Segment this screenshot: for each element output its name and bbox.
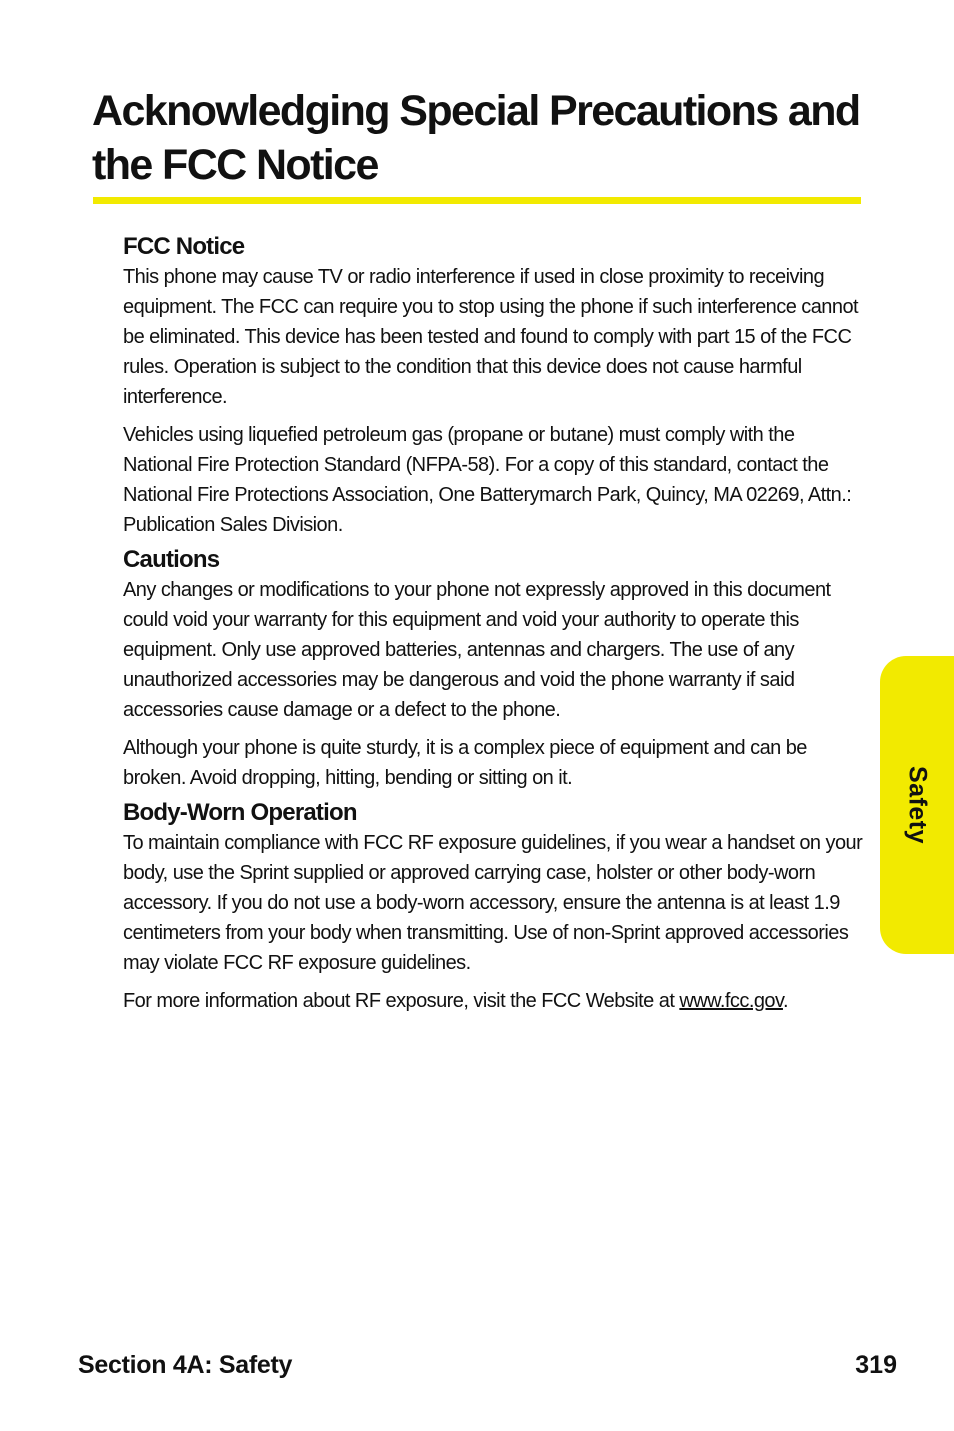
body-worn-paragraph-1: To maintain compliance with FCC RF exposure guidelines, if you wear a handset on your body, use the Sprint supplied or approved carrying case, holster or other body-worn accessory. If you do not use a body-worn accessory, ensure the antenna is at least 1.9 centimeters from your body when transmitting. Use of non-Sprint approved accessories may violate FCC RF exposure guidelines. xyxy=(123,832,863,974)
side-section-tab xyxy=(880,656,954,954)
fcc-notice-paragraph-2: Vehicles using liquefied petroleum gas (propane or butane) must comply with the National Fire Protection Standard (NFPA-58). For a copy of this standard, contact the National Fire Protections Association, One Batterymarch Park, Quincy, MA 02269, Attn.: Publication Sales Division. xyxy=(123,424,852,536)
main-content xyxy=(123,232,863,1024)
title-underline-rule xyxy=(93,197,861,204)
rf-exposure-info-period: . xyxy=(782,990,788,1012)
page-title: Acknowledging Special Precautions and the FCC Notice xyxy=(92,87,860,189)
section-heading-cautions: Cautions xyxy=(123,546,220,573)
fcc-notice-paragraph-1: This phone may cause TV or radio interference if used in close proximity to receiving equipment. The FCC can require you to stop using the phone if such interference cannot be eliminated. This device has been tested and found to comply with part 15 of the FCC rules. Operation is subject to the condition that this device does not cause harmful interference. xyxy=(123,266,859,408)
rf-exposure-info-text: For more information about RF exposure, visit the FCC Website at xyxy=(123,990,675,1012)
side-tab-label: Safety xyxy=(903,765,932,845)
footer-page-number: 319 xyxy=(855,1351,897,1379)
fcc-website-link[interactable]: www.fcc.gov xyxy=(679,990,783,1012)
cautions-paragraph-2: Although your phone is quite sturdy, it is a complex piece of equipment and can be broken. Avoid dropping, hitting, bending or sitting on it. xyxy=(123,737,807,789)
section-heading-fcc-notice: FCC Notice xyxy=(123,233,245,260)
footer-section-label: Section 4A: Safety xyxy=(78,1351,293,1379)
rf-exposure-info-paragraph xyxy=(123,986,863,1016)
section-heading-body-worn-operation: Body-Worn Operation xyxy=(123,799,357,826)
cautions-paragraph-1: Any changes or modifications to your phone not expressly approved in this document could void your warranty for this equipment and void your authority to operate this equipment. Only use approved batteries, antennas and chargers. The use of any unauthorized accessories may be dangerous and void the phone warranty if said accessories cause damage or a defect to the phone. xyxy=(123,579,831,721)
